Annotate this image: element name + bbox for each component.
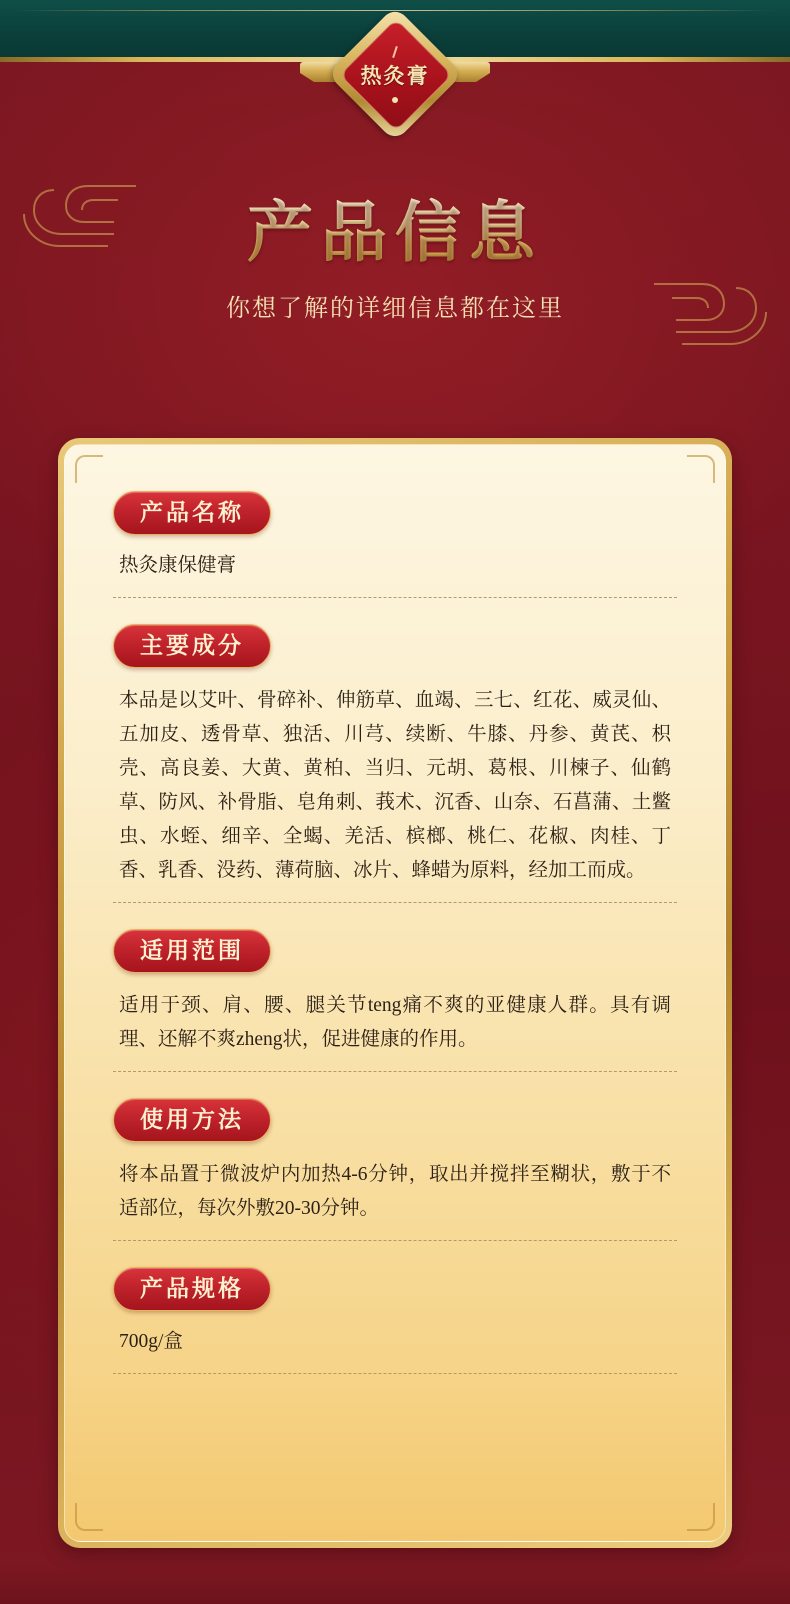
section-product-name <box>113 491 677 598</box>
card-corner-bottom-left <box>75 1503 103 1531</box>
section-label-product-name: 产品名称 <box>113 491 271 535</box>
page-subtitle: 你想了解的详细信息都在这里 <box>226 295 564 322</box>
card-corner-bottom-right <box>687 1503 715 1531</box>
section-value-main-ingredients: 本品是以艾叶、骨碎补、伸筋草、血竭、三七、红花、威灵仙、五加皮、透骨草、独活、川芎、续断、牛膝、丹参、黄芪、枳壳、高良姜、大黄、黄柏、当归、元胡、葛根、川楝子、仙鹤草、防风、补骨脂、皂角刺、莪术、沉香、山奈、石菖蒲、土鳖虫、水蛭、细辛、全蝎、羌活、槟榔、桃仁、花椒、肉桂、丁香、乳香、没药、薄荷脑、冰片、蜂蜡为原料，经加工而成。 <box>113 684 677 903</box>
badge-label: 热灸膏 <box>360 64 430 88</box>
section-application-scope <box>113 929 677 1072</box>
section-value-usage-method: 将本品置于微波炉内加热4-6分钟，取出并搅拌至糊状，敷于不适部位，每次外敷20-30分钟。 <box>113 1158 677 1241</box>
section-label-usage-method: 使用方法 <box>113 1098 271 1142</box>
page-title: 产品信息 <box>0 196 790 272</box>
section-specification <box>113 1267 677 1374</box>
info-card-body <box>65 445 725 1394</box>
section-label-application-scope: 适用范围 <box>113 929 271 973</box>
info-card <box>58 438 732 1548</box>
section-main-ingredients <box>113 624 677 903</box>
badge-dot-icon <box>392 97 398 103</box>
bottom-gradient-strip <box>0 1564 790 1604</box>
page-heading <box>0 196 790 323</box>
info-card-inner <box>64 444 726 1542</box>
section-value-product-name: 热灸康保健膏 <box>113 551 677 598</box>
brand-badge <box>300 18 490 130</box>
section-usage-method <box>113 1098 677 1241</box>
section-value-specification: 700g/盒 <box>113 1327 677 1374</box>
section-value-application-scope: 适用于颈、肩、腰、腿关节teng痛不爽的亚健康人群。具有调理、还解不爽zheng状，促进健康的作用。 <box>113 989 677 1072</box>
section-label-specification: 产品规格 <box>113 1267 271 1311</box>
section-label-main-ingredients: 主要成分 <box>113 624 271 668</box>
